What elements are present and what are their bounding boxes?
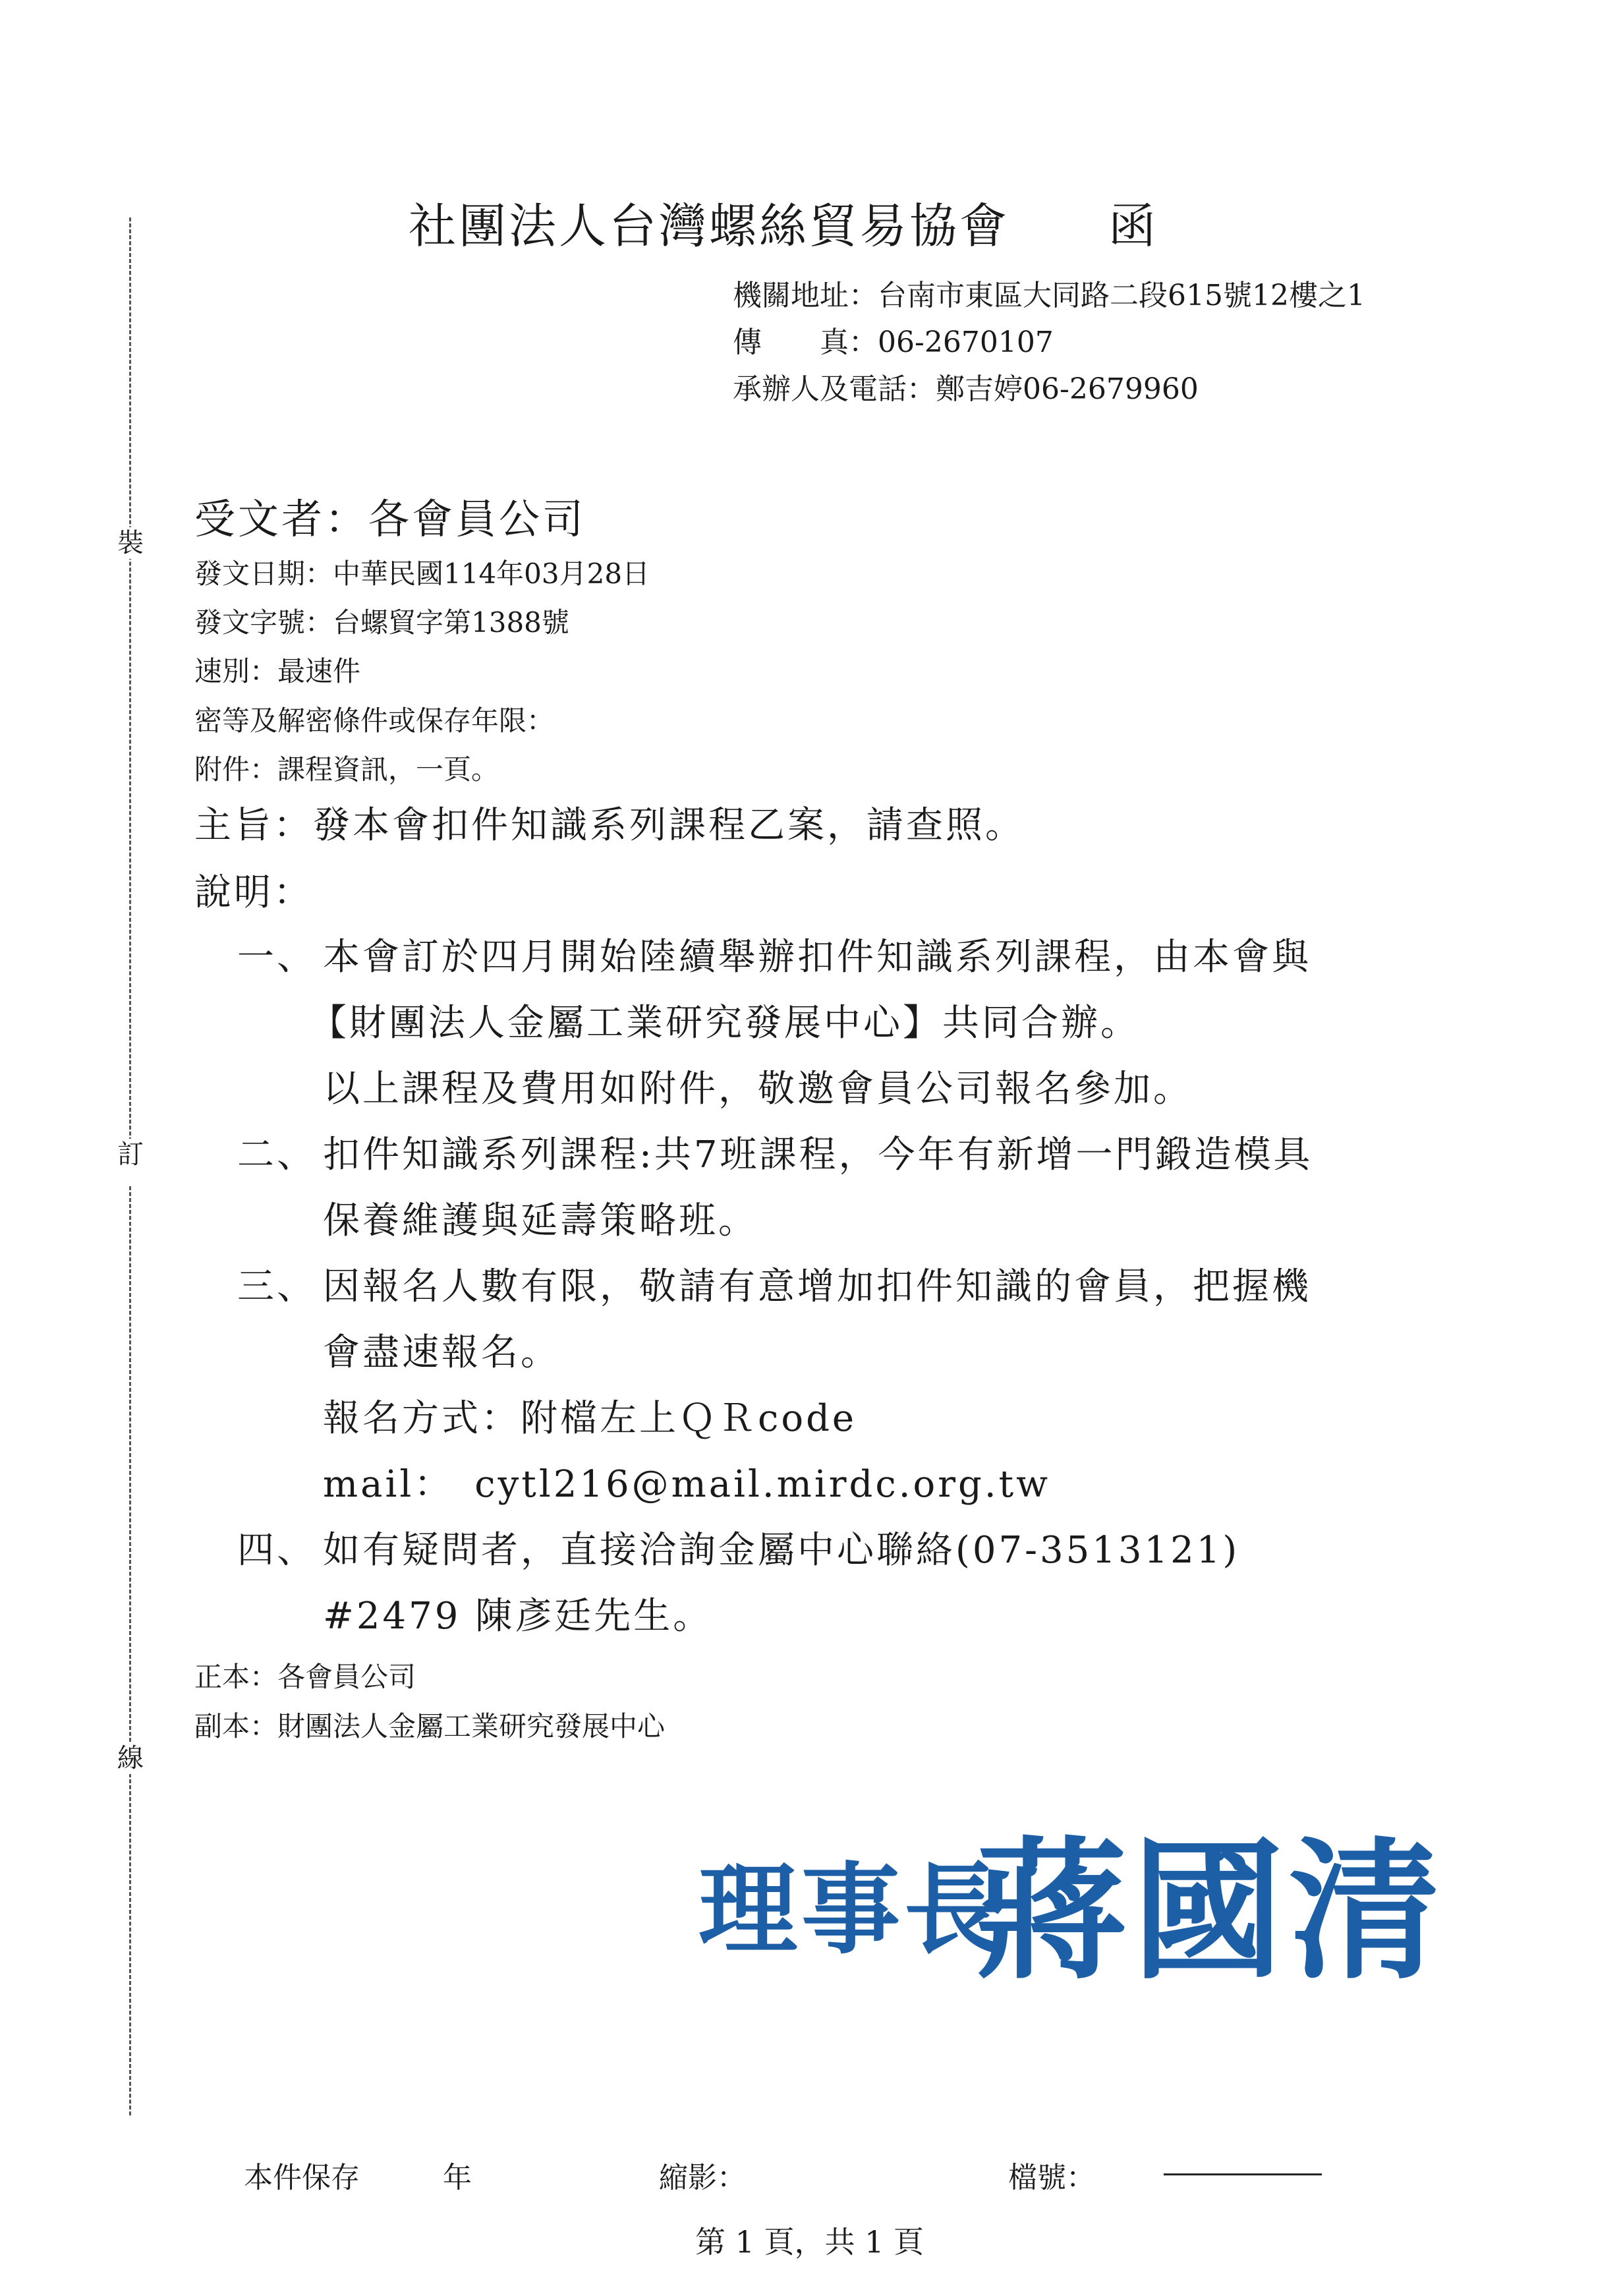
document-type: 函 — [1108, 198, 1159, 254]
file-number-label: 檔號： — [1008, 2161, 1095, 2195]
subject: 主旨：發本會扣件知識系列課程乙案，請查照。 — [194, 804, 1025, 847]
item-line: 保養維護與延壽策略班。 — [323, 1199, 758, 1242]
item-line: 【財團法人金屬工業研究發展中心】共同合辦。 — [310, 1002, 1140, 1045]
organization-address: 機關地址：台南市東區大同路二段615號12樓之1 — [733, 279, 1365, 312]
retention-year: 年 — [443, 2161, 472, 2195]
contact-email[interactable]: mail： cytl216@mail.mirdc.org.tw — [323, 1463, 1051, 1506]
seal-name-text: 蔣國清 — [975, 1822, 1446, 2000]
organization-fax: 傳 真：06-2670107 — [733, 326, 1054, 359]
microfilm-label: 縮影： — [659, 2161, 746, 2195]
item-number: 二、 — [237, 1134, 316, 1176]
item-line: 以上課程及費用如附件，敬邀會員公司報名參加。 — [323, 1068, 1193, 1110]
recipient: 受文者：各會員公司 — [194, 495, 586, 543]
retention-label: 本件保存 — [244, 2161, 360, 2195]
binding-mark-bottom: 線 — [117, 1743, 144, 1773]
page-number: 第 1 頁，共 1 頁 — [695, 2224, 924, 2260]
contact-person: 承辦人及電話：鄭吉婷06-2679960 — [733, 372, 1199, 406]
seal-role-text: 理事長 — [698, 1852, 1008, 1968]
item-line: 會盡速報名。 — [323, 1331, 560, 1374]
item-line: 本會訂於四月開始陸續舉辦扣件知識系列課程，由本會與 — [323, 936, 1311, 979]
secrecy-level: 密等及解密條件或保存年限： — [194, 704, 555, 737]
binding-line-upper — [129, 217, 131, 1153]
issue-date: 發文日期：中華民國114年03月28日 — [194, 558, 650, 590]
binding-mark-top: 裝 — [117, 528, 144, 558]
binding-mark-middle: 訂 — [117, 1139, 144, 1170]
item-line: 扣件知識系列課程:共7班課程，今年有新增一門鍛造模具 — [323, 1134, 1313, 1176]
item-number: 一、 — [237, 936, 316, 979]
item-line: 因報名人數有限，敬請有意增加扣件知識的會員，把握機 — [323, 1265, 1311, 1308]
explanation-heading: 說明： — [194, 871, 313, 914]
item-line: 報名方式：附檔左上ＱＲcode — [323, 1397, 857, 1440]
organization-name: 社團法人台灣螺絲貿易協會 — [409, 198, 1010, 254]
document-number: 發文字號：台螺貿字第1388號 — [194, 606, 569, 639]
item-line: #2479 陳彥廷先生。 — [323, 1595, 713, 1638]
item-number: 三、 — [237, 1265, 316, 1308]
original-copy: 正本：各會員公司 — [194, 1661, 416, 1693]
attachment: 附件：課程資訊，一頁。 — [194, 753, 499, 786]
binding-line-lower — [129, 1186, 131, 2115]
letter-title — [409, 188, 1158, 256]
urgency: 速別：最速件 — [194, 655, 361, 687]
item-line: 如有疑問者，直接洽詢金屬中心聯絡(07-3513121) — [323, 1529, 1240, 1572]
duplicate-copy: 副本：財團法人金屬工業研究發展中心 — [194, 1710, 666, 1742]
chairman-seal — [685, 1806, 1496, 2003]
file-number-line — [1164, 2173, 1322, 2175]
item-number: 四、 — [237, 1529, 316, 1572]
